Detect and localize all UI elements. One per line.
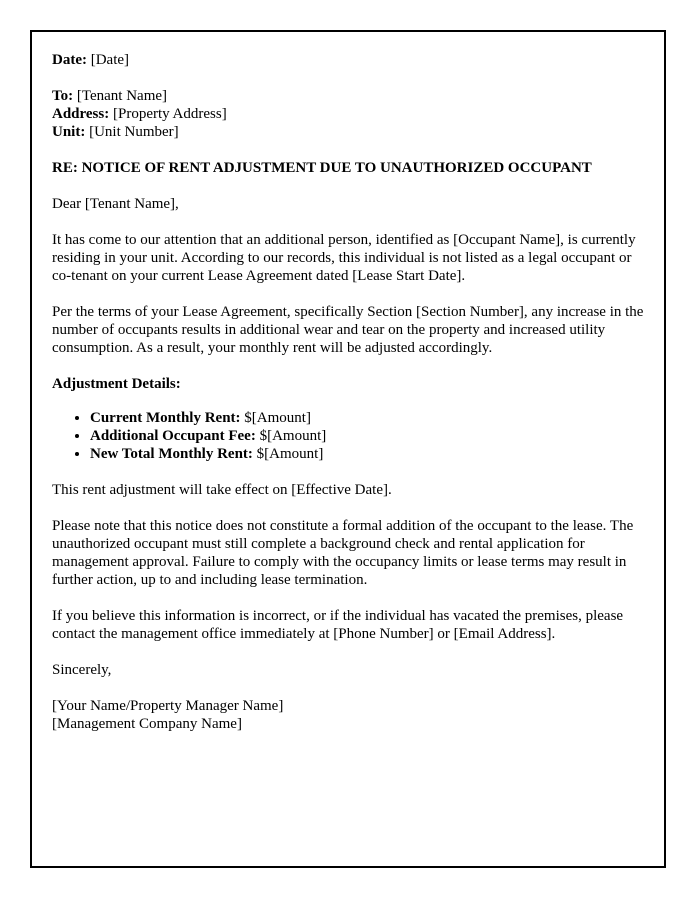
list-item-new-total-rent — [90, 445, 644, 463]
subject-line: RE: NOTICE OF RENT ADJUSTMENT DUE TO UNAUTHORIZED OCCUPANT — [52, 160, 592, 176]
adjustment-details-heading: Adjustment Details: — [52, 376, 181, 392]
paragraph-occupant-notice: It has come to our attention that an additional person, identified as [Occupant Name], is currently residing in your unit. According to our records, this individual is not listed as a legal occupant or co-tenant on your current Lease Agreement dated [Lease Start Date]. — [52, 232, 636, 284]
unit-line — [52, 123, 644, 141]
list-item-current-rent — [90, 409, 644, 427]
salutation: Dear [Tenant Name], — [52, 196, 179, 212]
date-label: Date: — [52, 52, 87, 68]
adjustment-list — [52, 409, 644, 463]
unit-value: [Unit Number] — [89, 124, 179, 140]
paragraph-contact-info: If you believe this information is incorrect, or if the individual has vacated the premises, please contact the management office immediately at [Phone Number] or [Email Address]. — [52, 608, 624, 642]
to-label: To: — [52, 88, 74, 104]
unit-label: Unit: — [52, 124, 86, 140]
address-line — [52, 105, 644, 123]
date-value: [Date] — [90, 52, 130, 68]
address-label: Address: — [52, 106, 110, 122]
new-total-rent-label: New Total Monthly Rent: — [90, 446, 253, 462]
paragraph-compliance-notice: Please note that this notice does not constitute a formal addition of the occupant to the lease. The unauthorized occupant must still complete a background check and rental application for management approval. Failure to comply with the occupancy limits or lease terms may result in further action, up to and including lease termination. — [52, 518, 634, 588]
paragraph-effective-date: This rent adjustment will take effect on [Effective Date]. — [52, 482, 392, 498]
date-line — [52, 51, 644, 69]
signature-name: [Your Name/Property Manager Name] — [52, 698, 284, 714]
current-rent-label: Current Monthly Rent: — [90, 410, 241, 426]
address-value: [Property Address] — [112, 106, 227, 122]
occupant-fee-label: Additional Occupant Fee: — [90, 428, 256, 444]
to-line — [52, 87, 644, 105]
current-rent-value: $[Amount] — [244, 410, 311, 426]
recipient-block — [52, 87, 644, 141]
list-item-occupant-fee — [90, 427, 644, 445]
letter-document — [30, 30, 666, 868]
occupant-fee-value: $[Amount] — [259, 428, 327, 444]
paragraph-lease-terms: Per the terms of your Lease Agreement, specifically Section [Section Number], any increase in the number of occupants results in additional wear and tear on the property and increased utility consumption. As a result, your monthly rent will be adjusted accordingly. — [52, 304, 644, 356]
to-value: [Tenant Name] — [76, 88, 168, 104]
signature-company: [Management Company Name] — [52, 716, 242, 732]
signature-block — [52, 697, 644, 733]
closing: Sincerely, — [52, 662, 112, 678]
new-total-rent-value: $[Amount] — [256, 446, 324, 462]
